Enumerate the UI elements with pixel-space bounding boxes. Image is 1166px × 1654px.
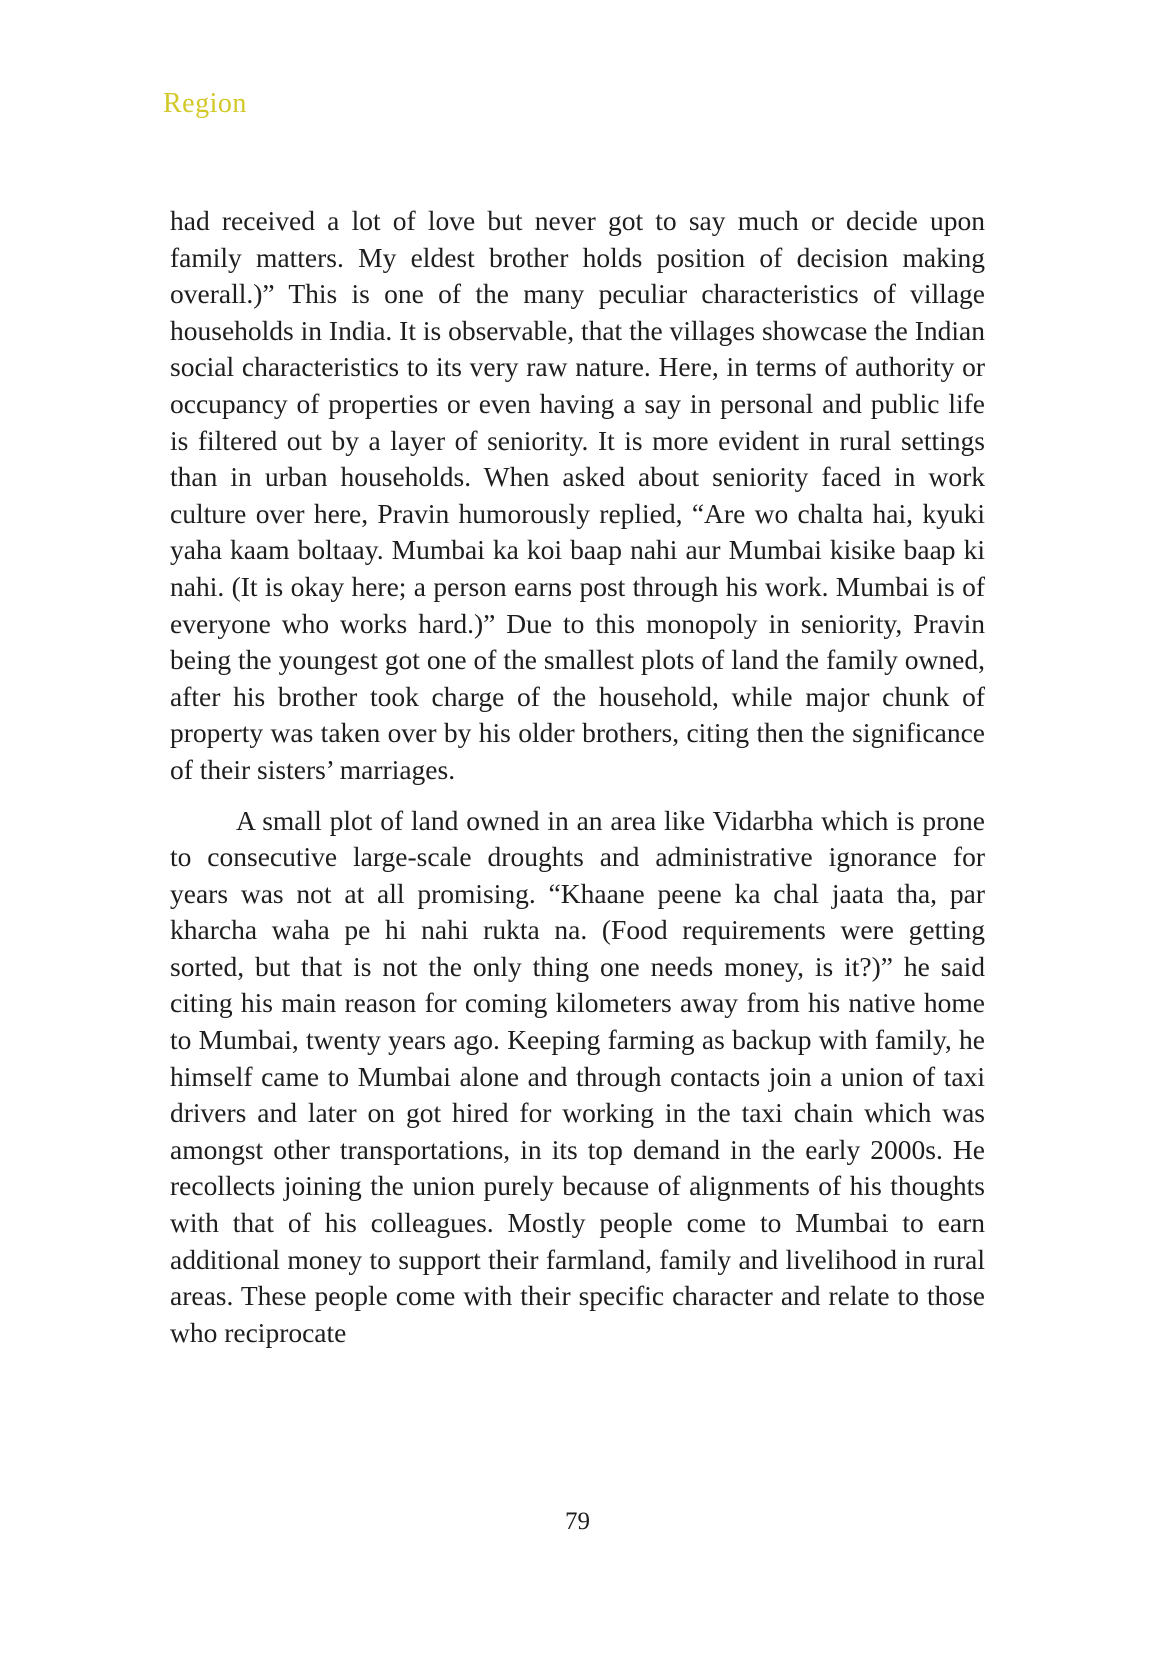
page-number: 79 (565, 1508, 590, 1535)
page-body (170, 203, 985, 1351)
running-header: Region (163, 88, 247, 119)
paragraph: had received a lot of love but never got to say much or decide upon family matters. My eldest brother holds position of decision making overall.)” This is one of the many peculiar characteristics of village households in India. It is observable, that the villages showcase the Indian social characteristics to its very raw nature. Here, in terms of authority or occupancy of properties or even having a say in personal and public life is filtered out by a layer of seniority. It is more evident in rural settings than in urban households. When asked about seniority faced in work culture over here, Pravin humorously replied, “Are wo chalta hai, kyuki yaha kaam boltaay. Mumbai ka koi baap nahi aur Mumbai kisike baap ki nahi. (It is okay here; a person earns post through his work. Mumbai is of everyone who works hard.)” Due to this monopoly in seniority, Pravin being the youngest got one of the smallest plots of land the family owned, after his brother took charge of the household, while major chunk of property was taken over by his older brothers, citing then the significance of their sisters’ marriages. (170, 205, 985, 785)
paragraph: A small plot of land owned in an area like Vidarbha which is prone to consecutive large-scale droughts and administrative ignorance for years was not at all promising. “Khaane peene ka chal jaata tha, par kharcha waha pe hi nahi rukta na. (Food requirements were getting sorted, but that is not the only thing one needs money, is it?)” he said citing his main reason for coming kilometers away from his native home to Mumbai, twenty years ago. Keeping farming as backup with family, he himself came to Mumbai alone and through contacts join a union of taxi drivers and later on got hired for working in the taxi chain which was amongst other transportations, in its top demand in the early 2000s. He recollects joining the union purely because of alignments of his thoughts with that of his colleagues. Mostly people come to Mumbai to earn additional money to support their farmland, family and livelihood in rural areas. These people come with their specific character and relate to those who reciprocate (170, 804, 985, 1348)
